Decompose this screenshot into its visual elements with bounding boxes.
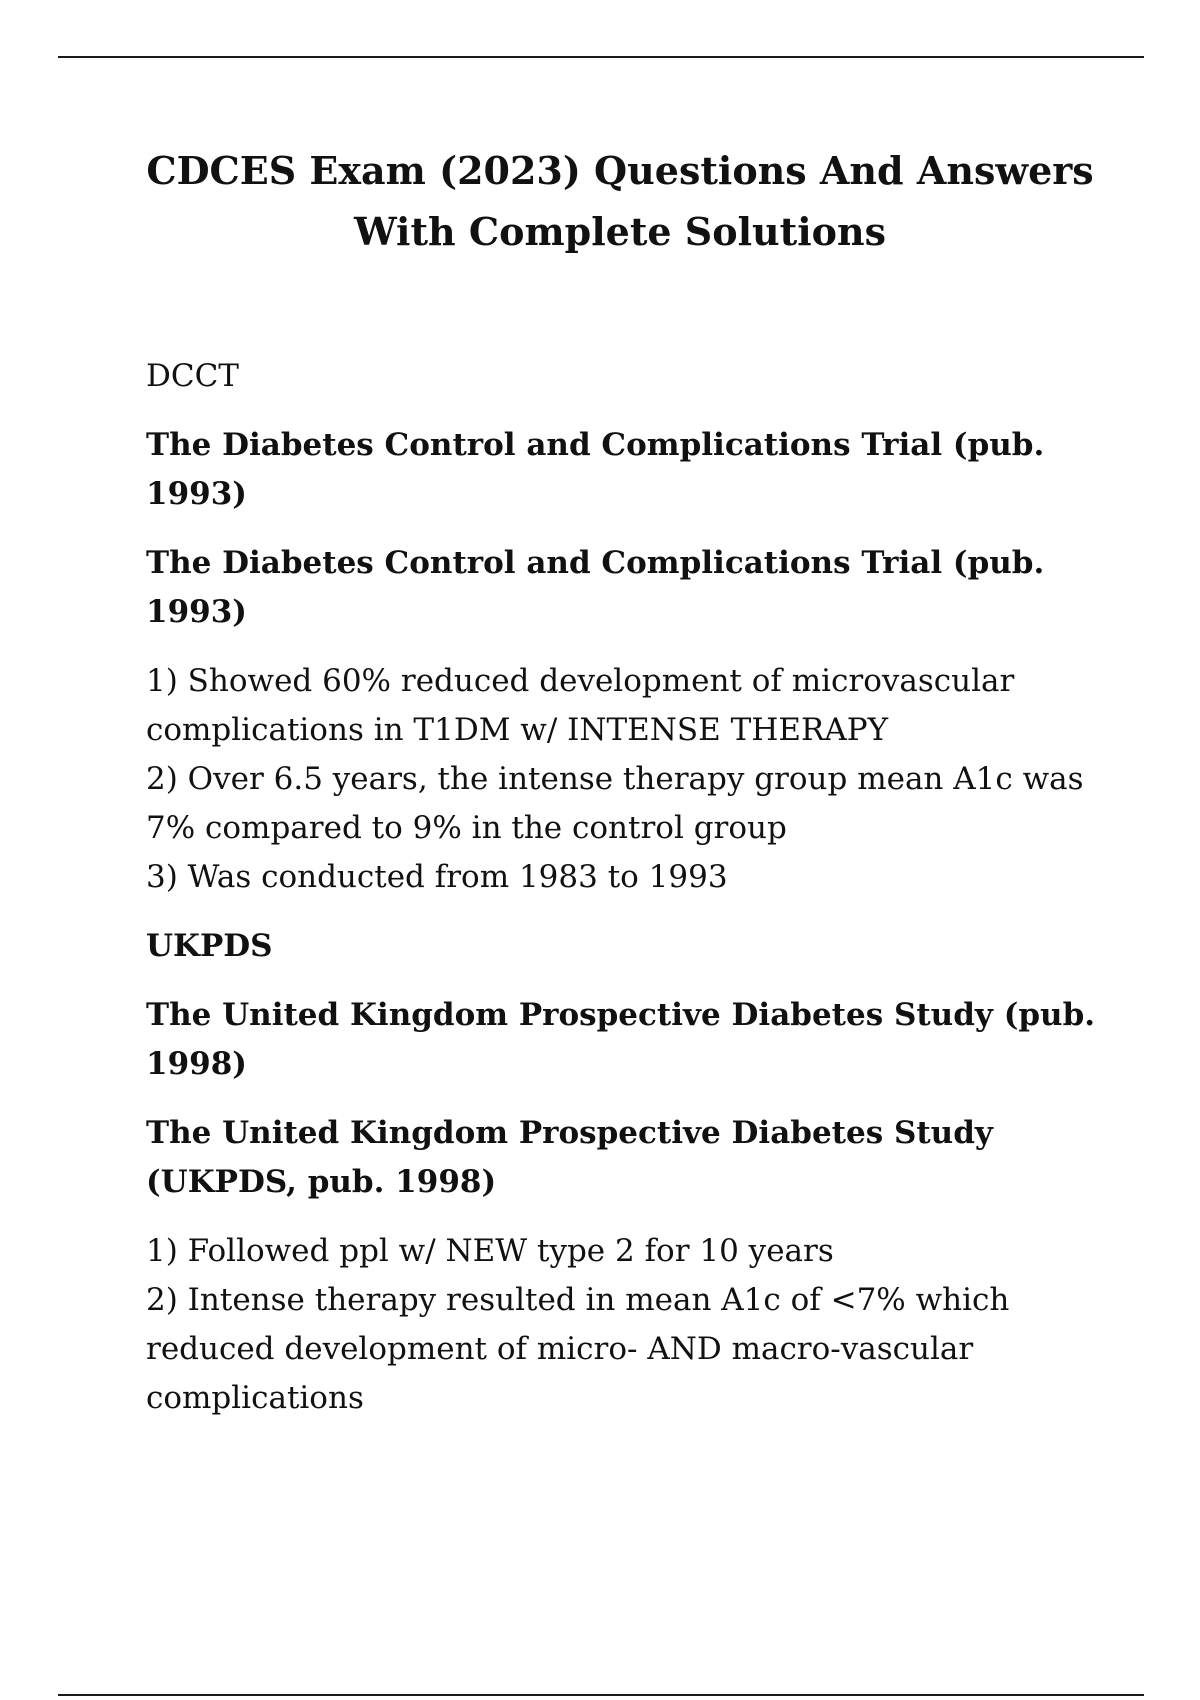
card-answer xyxy=(146,657,1106,902)
question-line: The United Kingdom Prospective Diabetes Study (pub. xyxy=(146,997,1096,1033)
title-line: CDCES Exam (2023) Questions And Answers xyxy=(146,148,1094,193)
card-answer xyxy=(146,1227,1106,1423)
card-definition xyxy=(146,539,1106,637)
answer-line: 3) Was conducted from 1983 to 1993 xyxy=(146,859,728,895)
question-line: 1993) xyxy=(146,476,247,512)
card-definition xyxy=(146,1109,1106,1207)
definition-line: The United Kingdom Prospective Diabetes Study xyxy=(146,1115,993,1151)
answer-line: 1) Showed 60% reduced development of microvascular xyxy=(146,663,1015,699)
answer-line: 1) Followed ppl w/ NEW type 2 for 10 years xyxy=(146,1233,834,1269)
answer-line: complications in T1DM w/ INTENSE THERAPY xyxy=(146,712,889,748)
answer-line: 2) Over 6.5 years, the intense therapy group mean A1c was xyxy=(146,761,1084,797)
answer-line: 2) Intense therapy resulted in mean A1c of <7% which xyxy=(146,1282,1010,1318)
question-line: The Diabetes Control and Complications Trial (pub. xyxy=(146,427,1045,463)
card-term-dcct: DCCT xyxy=(146,358,239,394)
document-body xyxy=(146,352,1106,1443)
definition-line: 1993) xyxy=(146,594,247,630)
answer-line: complications xyxy=(146,1380,364,1416)
answer-line: reduced development of micro- AND macro-vascular xyxy=(146,1331,974,1367)
definition-line: (UKPDS, pub. 1998) xyxy=(146,1164,497,1200)
question-line: 1998) xyxy=(146,1046,247,1082)
card-question xyxy=(146,421,1106,519)
document-title xyxy=(100,140,1140,262)
card-term-ukpds: UKPDS xyxy=(146,928,273,964)
card-question xyxy=(146,991,1106,1089)
answer-line: 7% compared to 9% in the control group xyxy=(146,810,787,846)
title-line: With Complete Solutions xyxy=(354,209,886,254)
top-rule xyxy=(58,56,1144,58)
bottom-rule xyxy=(58,1694,1144,1696)
definition-line: The Diabetes Control and Complications Trial (pub. xyxy=(146,545,1045,581)
